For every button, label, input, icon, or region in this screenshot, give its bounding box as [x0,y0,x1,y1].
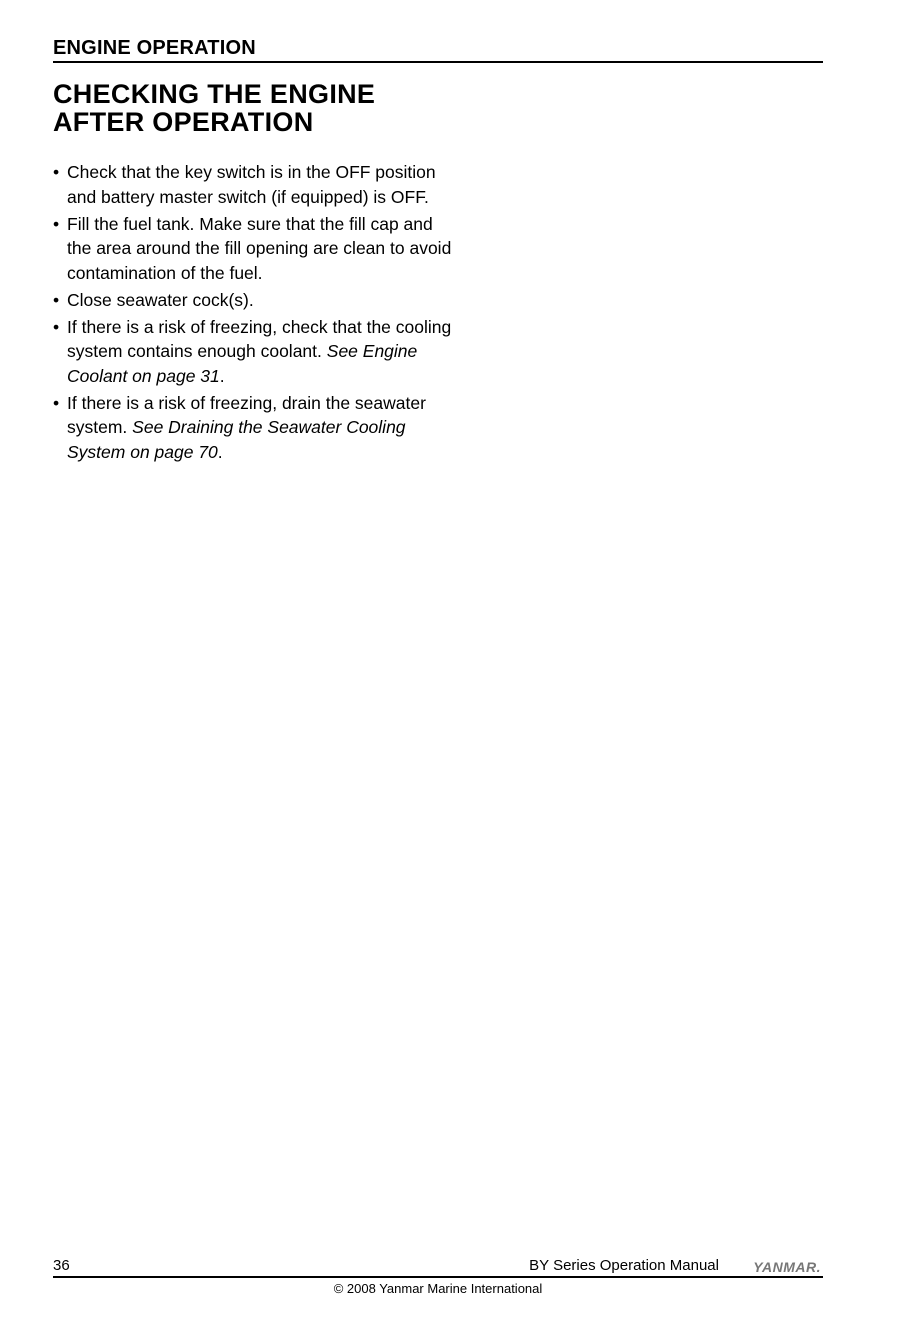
checklist [53,160,453,467]
bullet-icon: • [53,289,60,310]
page-title-line-1: CHECKING THE ENGINE [53,79,376,109]
list-item-text: Fill the fuel tank. Make sure that the fill cap and the area around the fill opening are clean to avoid contamination of the fuel. [67,213,452,283]
section-header-text: ENGINE OPERATION [53,37,256,59]
cross-reference-link[interactable]: See Draining the Seawater Cooling System on page 70 [67,417,406,462]
bullet-icon: • [53,316,60,337]
bullet-icon: • [53,213,60,234]
list-item-text: Close seawater cock(s). [67,289,254,310]
period: . [219,365,225,386]
list-item [53,288,453,313]
list-item [53,391,453,465]
bullet-icon: • [53,162,60,182]
yanmar-logo-icon: YANMAR. [753,1259,821,1275]
page-number: 36 [53,1257,70,1274]
list-item [53,160,453,209]
period: . [217,441,223,462]
list-item-text: If there is a risk of freezing, drain the seawater system. [67,392,426,437]
page-footer [53,1256,823,1278]
bullet-icon: • [53,392,60,413]
cross-reference-link[interactable]: See Engine Coolant on page 31 [67,341,418,386]
page-title-line-2: AFTER OPERATION [53,107,314,137]
page-title [53,80,375,136]
section-header [53,36,823,63]
list-item [53,315,453,389]
manual-title: BY Series Operation Manual [529,1257,719,1274]
list-item-text: Check that the key switch is in the OFF position and battery master switch (if equipped) is OFF. [67,162,436,207]
list-item [53,212,453,286]
copyright-notice: © 2008 Yanmar Marine International [333,1281,543,1296]
list-item-text: If there is a risk of freezing, check that the cooling system contains enough coolant. [67,316,452,361]
